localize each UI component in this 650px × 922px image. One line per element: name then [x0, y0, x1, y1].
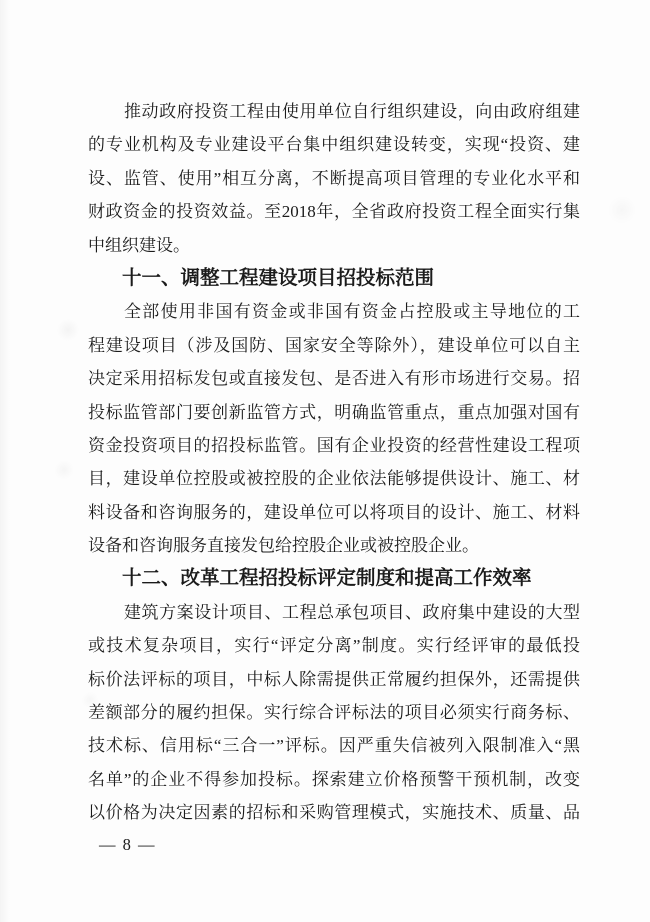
text-line: 建筑方案设计项目、工程总承包项目、政府集中建设的大型	[124, 602, 580, 622]
text-line: 决定采用招标发包或直接发包、是否进入有形市场进行交易。招	[88, 369, 580, 389]
text-line: 设、监管、使用”相互分离，不断提高项目管理的专业化水平和	[88, 168, 580, 188]
text-line: 技术标、信用标“三合一”评标。因严重失信被列入限制准入“黑	[88, 736, 580, 756]
text-line: 名单”的企业不得参加投标。探索建立价格预警干预机制，改变	[88, 769, 580, 789]
text-line: 的专业机构及专业建设平台集中组织建设转变，实现“投资、建	[88, 135, 580, 155]
text-line: 以价格为决定因素的招标和采购管理模式，实施技术、质量、品	[88, 803, 580, 823]
page-number: — 8 —	[99, 835, 156, 854]
text-line: 中组织建设。	[88, 235, 190, 255]
text-line: 差额部分的履约担保。实行综合评标法的项目必须实行商务标、	[88, 703, 580, 723]
text-line: 或技术复杂项目，实行“评定分离”制度。实行经评审的最低投	[88, 636, 580, 656]
section-heading: 十一、调整工程建设项目招投标范围	[122, 266, 435, 289]
document-body	[88, 95, 580, 830]
text-line: 目，建设单位控股或被控股的企业依法能够提供设计、施工、材	[88, 469, 580, 489]
text-line: 资金投资项目的招投标监管。国有企业投资的经营性建设工程项	[88, 435, 580, 455]
text-line: 程建设项目（涉及国防、国家安全等除外），建设单位可以自主	[88, 335, 580, 355]
text-line: 推动政府投资工程由使用单位自行组织建设，向由政府组建	[124, 102, 580, 121]
text-line: 全部使用非国有资金或非国有资金占控股或主导地位的工	[124, 302, 580, 322]
section-heading: 十二、改革工程招投标评定制度和提高工作效率	[122, 567, 532, 590]
text-line: 料设备和咨询服务的，建设单位可以将项目的设计、施工、材料	[88, 502, 580, 522]
text-line: 财政资金的投资效益。至2018年，全省政府投资工程全面实行集	[88, 202, 580, 222]
text-line: 标价法评标的项目，中标人除需提供正常履约担保外，还需提供	[88, 669, 580, 689]
text-line: 设备和咨询服务直接发包给控股企业或被控股企业。	[88, 536, 479, 556]
text-line: 投标监管部门要创新监管方式，明确监管重点，重点加强对国有	[88, 402, 580, 422]
